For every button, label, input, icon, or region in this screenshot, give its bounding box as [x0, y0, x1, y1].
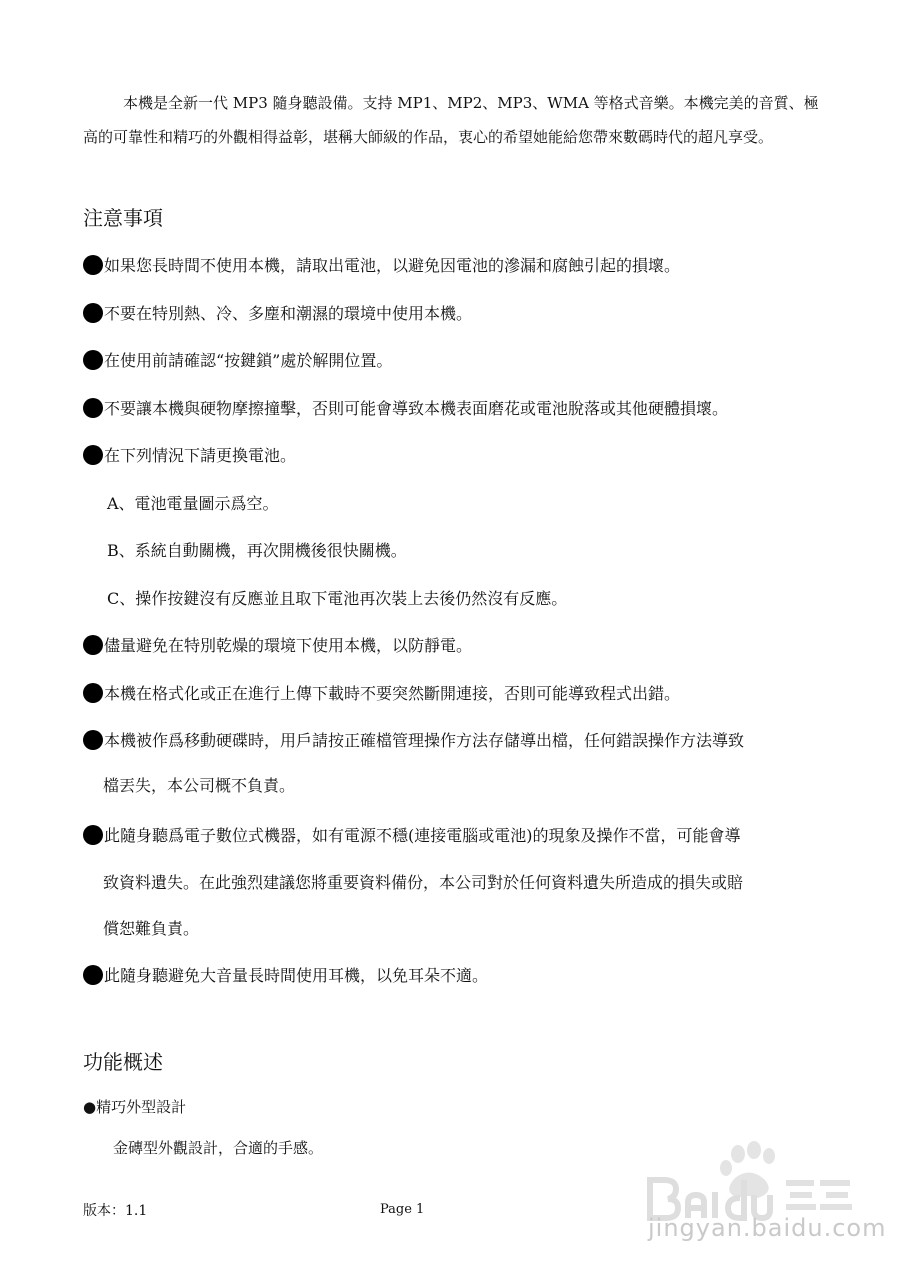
bullet-icon: [83, 445, 103, 465]
feature-desc: 金磚型外觀設計，合適的手感。: [113, 1139, 324, 1157]
note-item-9-cont-1: 致資料遺失。在此強烈建議您將重要資料備份，本公司對於任何資料遺失所造成的損失或賠: [103, 873, 744, 892]
note-sub-item-a: A、電池電量圖示爲空。: [107, 494, 279, 513]
note-item-2: 不要在特別熱、冷、多塵和潮濕的環境中使用本機。: [83, 301, 472, 324]
note-item-3: 在使用前請確認“按鍵鎖”處於解開位置。: [83, 348, 392, 371]
note-item-10: 此隨身聽避免大音量長時間使用耳機，以免耳朵不適。: [83, 963, 488, 986]
bullet-icon: [83, 635, 103, 655]
bullet-icon: [83, 965, 103, 985]
footer-version: 版本：1.1: [83, 1203, 148, 1219]
baidu-paw-logo-icon: [640, 1140, 860, 1265]
bullet-icon: [83, 730, 103, 750]
features-heading: 功能概述: [83, 1050, 163, 1074]
bullet-icon: [83, 350, 103, 370]
note-sub-item-b: B、系統自動關機，再次開機後很快關機。: [107, 541, 407, 560]
intro-line-2: 高的可靠性和精巧的外觀相得益彰，堪稱大師級的作品，衷心的希望她能給您帶來數碼時代的超凡享受。: [83, 128, 774, 146]
note-item-1: 如果您長時間不使用本機，請取出電池，以避免因電池的滲漏和腐蝕引起的損壞。: [83, 253, 680, 276]
intro-paragraph: [83, 86, 843, 154]
intro-line-1: 本機是全新一代 MP3 隨身聽設備。支持 MP1、MP2、MP3、WMA 等格式音樂。本機完美的音質、極: [123, 94, 819, 112]
note-item-5: 在下列情況下請更換電池。: [83, 443, 296, 466]
note-sub-item-c: C、操作按鍵沒有反應並且取下電池再次裝上去後仍然沒有反應。: [107, 589, 568, 608]
note-item-8-cont: 檔丟失，本公司概不負責。: [103, 776, 296, 795]
note-item-9: 此隨身聽爲電子數位式機器，如有電源不穩(連接電腦或電池)的現象及操作不當，可能會導: [83, 823, 741, 846]
notes-heading: 注意事項: [83, 206, 163, 230]
bullet-icon: [83, 398, 103, 418]
footer-page-number: Page 1: [380, 1202, 425, 1217]
note-item-9-cont-2: 償恕難負責。: [103, 919, 200, 938]
bullet-icon: [83, 255, 103, 275]
note-item-8: 本機被作爲移動硬碟時，用戶請按正確檔管理操作方法存儲導出檔，任何錯誤操作方法導致: [83, 728, 744, 751]
watermark-url: jingyan.baidu.com: [648, 1214, 887, 1242]
note-item-6: 儘量避免在特別乾燥的環境下使用本機，以防靜電。: [83, 633, 472, 656]
note-item-4: 不要讓本機與硬物摩擦撞擊，否則可能會導致本機表面磨花或電池脫落或其他硬體損壞。: [83, 396, 728, 419]
bullet-icon: [83, 825, 103, 845]
note-item-7: 本機在格式化或正在進行上傳下載時不要突然斷開連接，否則可能導致程式出錯。: [83, 681, 680, 704]
bullet-icon: [83, 683, 103, 703]
bullet-icon: [83, 303, 103, 323]
feature-item: ●精巧外型設計: [83, 1098, 187, 1116]
